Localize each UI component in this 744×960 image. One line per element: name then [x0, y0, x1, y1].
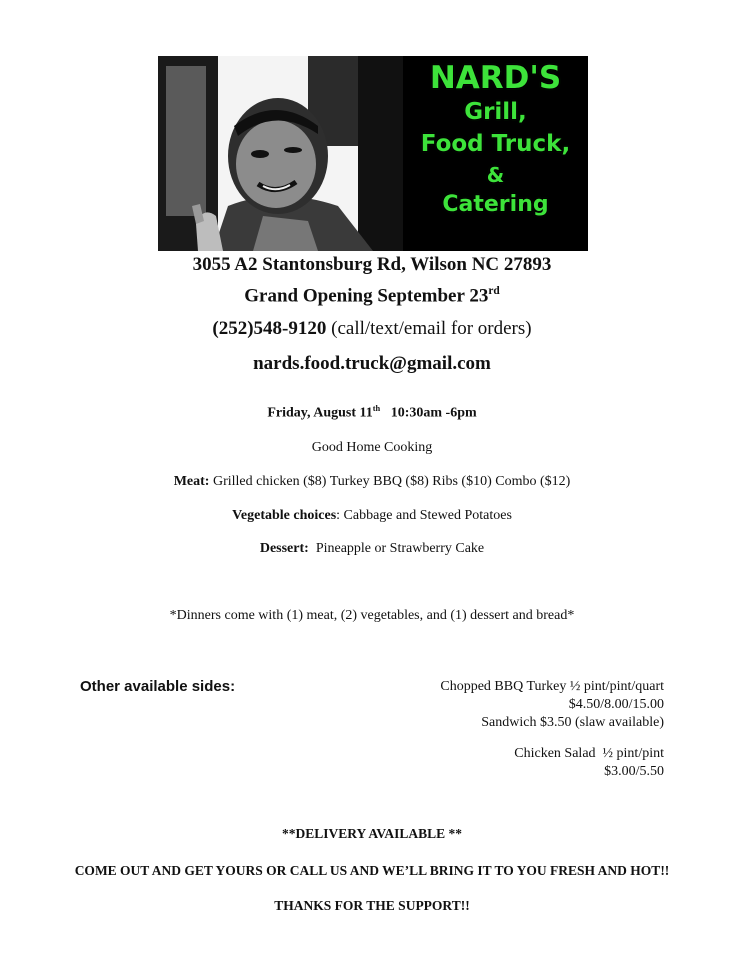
phone-line	[0, 318, 744, 340]
bbq-turkey-line-1: Chopped BBQ Turkey ½ pint/pint/quart	[440, 679, 664, 694]
event-date	[0, 404, 744, 422]
brand-line-3: Food Truck,	[420, 131, 571, 157]
brand-title	[403, 56, 588, 251]
brand-line-1: NARD'S	[429, 60, 562, 96]
event-date-text: Friday, August 11	[267, 405, 373, 421]
bbq-turkey-block	[440, 678, 664, 732]
email[interactable]: nards.food.truck@gmail.com	[253, 353, 491, 374]
meat-line	[0, 474, 744, 490]
thanks-notice: THANKS FOR THE SUPPORT!!	[274, 898, 470, 913]
event-date-sup: th	[372, 404, 381, 413]
vegetable-label: Vegetable choices	[232, 508, 337, 523]
chicken-salad-block	[514, 745, 664, 781]
dessert-label: Dessert:	[259, 541, 309, 556]
dinner-note: *Dinners come with (1) meat, (2) vegetables, and (1) dessert and bread*	[169, 608, 575, 623]
meat-label: Meat:	[173, 474, 210, 489]
come-out-notice: COME OUT AND GET YOURS OR CALL US AND WE’LL BRING IT TO YOU FRESH AND HOT!!	[74, 863, 670, 878]
banner-image	[158, 56, 588, 251]
phone-note: (call/text/email for orders)	[326, 318, 532, 339]
grand-opening-text: Grand Opening September 23	[244, 285, 489, 307]
bbq-turkey-line-3: Sandwich $3.50 (slaw available)	[481, 715, 664, 730]
brand-line-5: Catering	[442, 192, 549, 217]
phone-number[interactable]: (252)548-9120	[212, 318, 327, 339]
dessert-items: Pineapple or Strawberry Cake	[308, 541, 485, 556]
address: 3055 A2 Stantonsburg Rd, Wilson NC 27893	[192, 254, 552, 275]
chicken-salad-line-1: Chicken Salad ½ pint/pint	[514, 746, 664, 761]
brand-line-2: Grill,	[464, 99, 527, 125]
chicken-salad-line-2: $3.00/5.50	[604, 764, 664, 779]
dessert-line	[0, 541, 744, 557]
tagline: Good Home Cooking	[311, 440, 433, 455]
sides-heading: Other available sides:	[80, 678, 236, 695]
event-time: 10:30am -6pm	[380, 405, 477, 421]
meat-items: Grilled chicken ($8) Turkey BBQ ($8) Ribs ($10) Combo ($12)	[209, 474, 571, 489]
chef-photo	[158, 56, 403, 251]
delivery-notice: **DELIVERY AVAILABLE **	[281, 826, 463, 841]
grand-opening	[0, 285, 744, 307]
brand-line-4: &	[486, 163, 505, 187]
vegetable-items: : Cabbage and Stewed Potatoes	[336, 508, 512, 523]
bbq-turkey-line-2: $4.50/8.00/15.00	[568, 697, 664, 712]
grand-opening-sup: rd	[488, 285, 500, 297]
vegetable-line	[0, 508, 744, 524]
